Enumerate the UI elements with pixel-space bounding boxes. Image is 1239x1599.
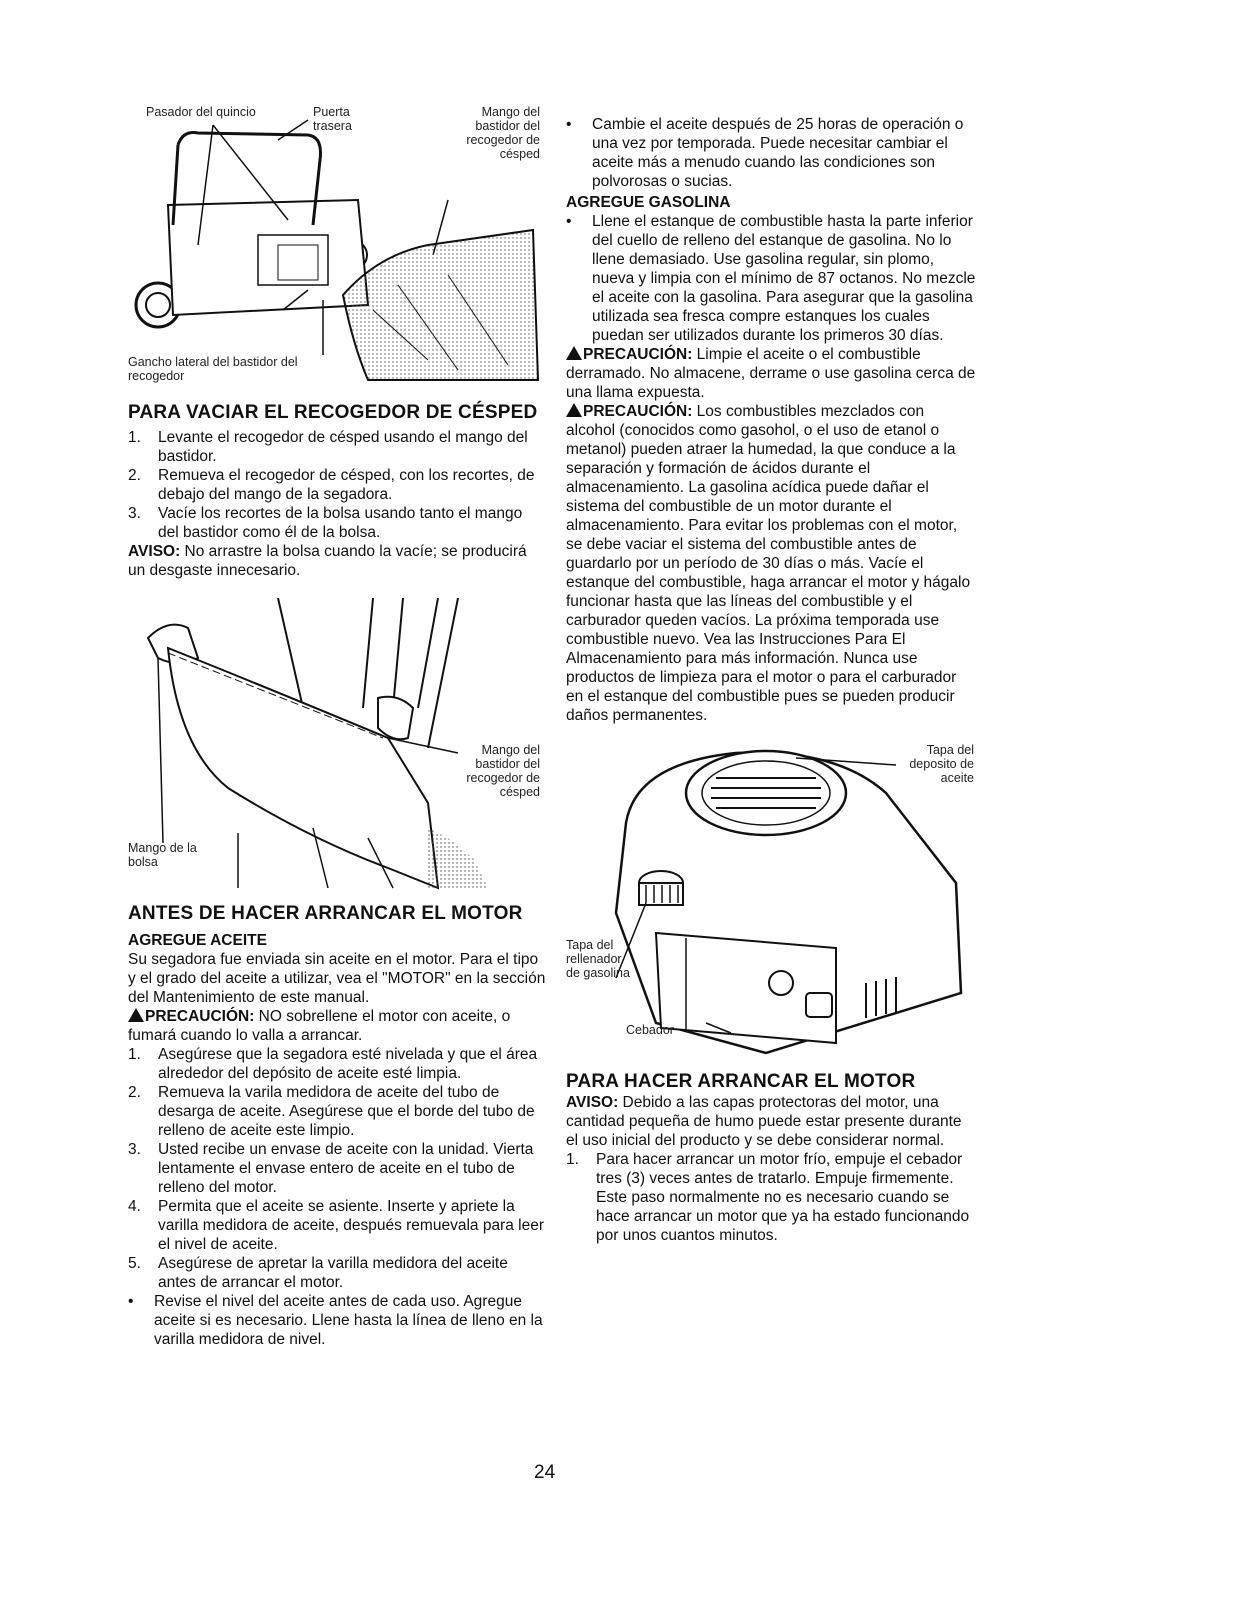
empty-catcher-steps	[128, 428, 546, 542]
add-oil-steps	[128, 1045, 546, 1292]
page-number: 24	[534, 1462, 556, 1483]
oil-check-bullets	[128, 1292, 546, 1349]
start-engine-notice: AVISO: Debido a las capas protectoras del motor, una cantidad pequeña de humo puede estar presente durante el uso inicial del producto y se debe considerar normal.	[566, 1094, 962, 1149]
list-item: 1. Asegúrese que la segadora esté nivelada y que el área alrededor del depósito de aceite esté limpia.	[128, 1046, 538, 1082]
start-engine-heading: PARA HACER ARRANCAR EL MOTOR	[566, 1071, 916, 1092]
emptying-bag-figure	[128, 598, 546, 893]
add-oil-intro: Su segadora fue enviada sin aceite en el motor. Para el tipo y el grado del aceite a utilizar, vea el "MOTOR" en la sección del Mantenimiento de este manual.	[128, 951, 546, 1006]
oil-cap-label: Tapa del deposito de aceite	[909, 743, 974, 785]
warning-icon	[128, 1008, 144, 1022]
list-item: 3. Vacíe los recortes de la bolsa usando tanto el mango del bastidor como él de la bolsa.	[128, 505, 523, 541]
list-item: 4. Permita que el aceite se asiente. Inserte y apriete la varilla medidora de aceite, después remuevala para leer el nivel de aceite.	[128, 1198, 544, 1253]
rear-door-label: Puerta trasera	[313, 105, 352, 133]
oil-change-bullets	[566, 115, 976, 191]
add-oil-subheading: AGREGUE ACEITE	[128, 932, 267, 949]
gas-caution-1: PRECAUCIÓN: Limpie el aceite o el combustible derramado. No almacene, derrame o use gasolina cerca de una llama expuesta.	[566, 346, 976, 401]
primer-label: Cebador	[626, 1023, 674, 1037]
before-start-heading: ANTES DE HACER ARRANCAR EL MOTOR	[128, 903, 523, 924]
list-item: 2. Remueva el recogedor de césped, con los recortes, de debajo del mango de la segadora.	[128, 467, 535, 503]
list-item: • Llene el estanque de combustible hasta la parte inferior del cuello de relleno del estanque de gasolina. No lo llene demasiado. Use gasolina regular, sin plomo, nueva y limpia con el mínimo de 87 octanos. No mezcle el aceite con la gasolina. Para asegurar que la gasolina utilizada sea fresca compre estanques los cuales puedan ser utilizados durante los primeros 30 días.	[566, 213, 976, 344]
list-item: • Revise el nivel del aceite antes de cada uso. Agregue aceite si es necesario. Llene hasta la línea de lleno en la varilla medidora de nivel.	[128, 1293, 543, 1348]
list-item: 5. Asegúrese de apretar la varilla medidora del aceite antes de arrancar el motor.	[128, 1255, 508, 1291]
warning-icon	[566, 346, 582, 360]
add-gas-subheading: AGREGUE GASOLINA	[566, 194, 731, 211]
list-item: 2. Remueva la varila medidora de aceite del tubo de desarga de aceite. Asegúrese que el borde del tubo de relleno de aceite este limpio.	[128, 1084, 535, 1139]
engine-figure	[566, 733, 976, 1063]
grass-catcher-figure	[128, 105, 546, 390]
hinge-pin-label: Pasador del quincio	[146, 105, 256, 119]
empty-catcher-notice: AVISO: No arrastre la bolsa cuando la vacíe; se producirá un desgaste innecesario.	[128, 543, 527, 579]
list-item: 1. Para hacer arrancar un motor frío, empuje el cebador tres (3) veces antes de tratarlo. Empuje firmemente. Este paso normalmente no es necesario cuando se hace arrancar un motor que ya ha estado funcionando por unos cuantos minutos.	[566, 1151, 970, 1244]
gas-caution-2: PRECAUCIÓN: Los combustibles mezclados con alcohol (conocidos como gasohol, o el uso de etanol o metanol) pueden atraer la humedad, la que conduce a la separación y formación de ácidos durante el almacenamiento. La gasolina acídica puede dañar el sistema del combustible de un motor durante el almacenamiento. Para evitar los problemas con el motor, se debe vaciar el sistema del combustible antes de guardarlo por un período de 30 días o más. Vacíe el estanque del combustible, haga arrancar el motor y hágalo funcionar hasta que las líneas del combustible y el carburador queden vacíos. La próxima temporada use combustible nuevo. Vea las Instrucciones Para El Almacenamiento para más información. Nunca use productos de limpieza para el motor o para el carburador en el estanque del combustible pues se pueden producir daños permanentes.	[566, 403, 971, 724]
add-gas-bullets	[566, 212, 976, 345]
warning-icon	[566, 403, 582, 417]
start-engine-steps	[566, 1150, 976, 1245]
oil-caution: PRECAUCIÓN: NO sobrellene el motor con aceite, o fumará cuando lo valla a arrancar.	[128, 1008, 511, 1044]
right-column	[566, 115, 976, 1245]
side-hook-label: Gancho lateral del bastidor del recogedor	[128, 355, 298, 383]
left-column	[128, 105, 546, 1349]
bag-handle-label: Mango de la bolsa	[128, 841, 197, 869]
empty-catcher-heading: PARA VACIAR EL RECOGEDOR DE CÉSPED	[128, 402, 538, 423]
list-item: • Cambie el aceite después de 25 horas de operación o una vez por temporada. Puede necesitar cambiar el aceite más a menudo cuando las condiciones son polvorosas o sucias.	[566, 116, 964, 190]
catcher-frame-handle-label-2: Mango del bastidor del recogedor de césped	[466, 743, 540, 799]
list-item: 1. Levante el recogedor de césped usando el mango del bastidor.	[128, 429, 528, 465]
list-item: 3. Usted recibe un envase de aceite con la unidad. Vierta lentamente el envase entero de aceite en el tubo de relleno del motor.	[128, 1141, 534, 1196]
fuel-cap-label: Tapa del rellenador de gasolina	[566, 938, 630, 980]
catcher-frame-handle-label: Mango del bastidor del recogedor de césped	[466, 105, 540, 161]
